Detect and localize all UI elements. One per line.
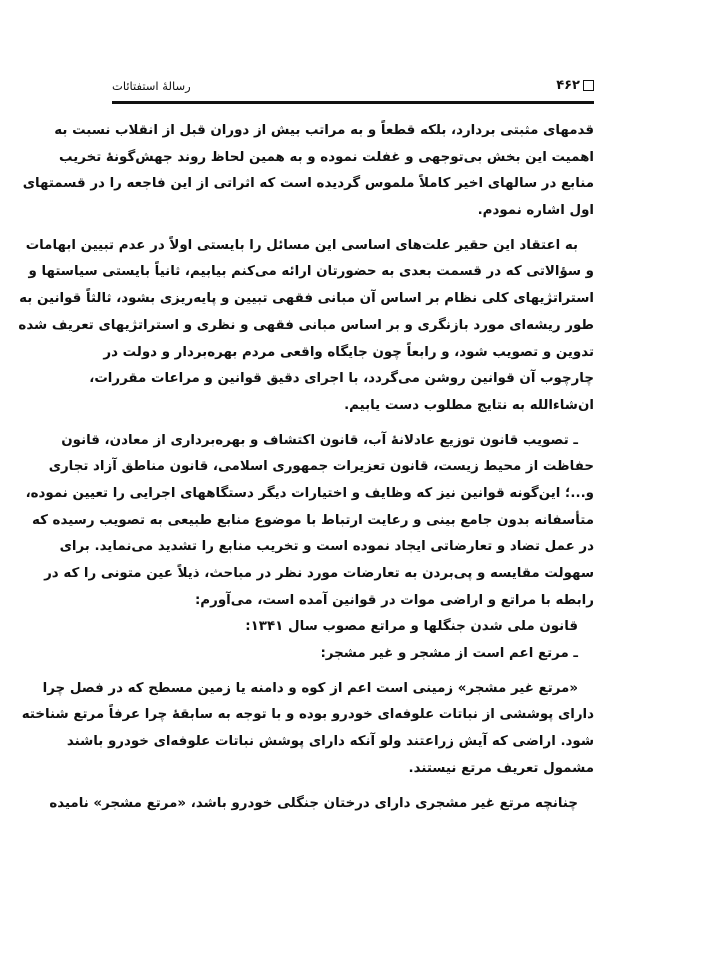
text-line: استراتژیهای کلی نظام بر اساس آن مبانی فقهی تبیین و پایه‌ریزی بشود، ثالثاً قوانین به — [19, 291, 594, 307]
text-line: تدوین و تصویب شود، و رابعاً چون جایگاه واقعی مردم بهره‌بردار و دولت در — [103, 344, 594, 360]
text-line: مشمول تعریف مرتع نیستند. — [408, 760, 594, 776]
text-line: متأسفانه بدون جامع بینی و رعایت ارتباط با موضوع منابع طبیعی به تصویب رسیده که — [31, 512, 594, 528]
text-line: دارای پوششی از نباتات علوفه‌ای خودرو بوده و با توجه به سابقهٔ چرا عرفاً مرتع شناخته — [21, 707, 594, 723]
text-line: ـ مرتع اعم است از مشجر و غیر مشجر: — [320, 646, 578, 662]
text-line: شود. اراضی که آیش زراعتند ولو آنکه دارای پوشش نباتات علوفه‌ای خودرو باشند — [66, 734, 594, 750]
page-header — [112, 78, 594, 98]
text-line: حفاظت از محیط زیست، قانون تعزیرات جمهوری اسلامی، قانون مناطق آزاد تجاری — [48, 459, 594, 475]
text-line: چنانچه مرتع غیر مشجری دارای درختان جنگلی خودرو باشد، «مرتع مشجر» نامیده — [49, 795, 578, 811]
text-line: و...؛ این‌گونه قوانین نیز که وظایف و اختیارات دیگر دستگاههای اجرایی را تعیین نموده، — [25, 485, 594, 501]
page-number — [556, 78, 594, 93]
running-title: رسالهٔ استفتائات — [112, 79, 191, 93]
text-line: قانون ملی شدن جنگلها و مراتع مصوب سال ۱۳۴۱: — [245, 619, 578, 635]
document-body — [18, 118, 594, 817]
page-number-text: ۴۶۲ — [556, 78, 580, 93]
text-line: به اعتقاد این حقیر علت‌های اساسی این مسائل را بایستی اولاً در عدم تبیین ابهامات — [25, 237, 578, 253]
text-line: در عمل تضاد و تعارضاتی ایجاد نموده است و تخریب منابع را تشدید می‌نماید. برای — [59, 539, 594, 555]
text-line: «مرتع غیر مشجر» زمینی است اعم از کوه و دامنه یا زمین مسطح که در فصل چرا — [42, 680, 578, 696]
square-icon — [583, 80, 594, 91]
text-line: منابع در سالهای اخیر کاملاً ملموس گردیده است که اثراتی از این فاجعه را در قسمتهای — [22, 176, 594, 192]
text-line: چارچوب آن قوانین روشن می‌گردد، با اجرای دقیق قوانین و مراعات مقررات، — [89, 371, 594, 387]
text-line: ـ تصویب قانون توزیع عادلانهٔ آب، قانون اکتشاف و بهره‌برداری از معادن، قانون — [61, 432, 578, 448]
text-line: ان‌شاءالله به نتایج مطلوب دست یابیم. — [344, 397, 594, 413]
text-line: طور ریشه‌ای مورد بازنگری و بر اساس مبانی فقهی و نظری و استراتژیهای تعریف شده — [18, 317, 594, 333]
text-line: سهولت مقایسه و پی‌بردن به تعارضات مورد نظر در مباحث، ذیلاً عین متونی را که در — [44, 566, 594, 581]
text-line: و سؤالاتی که در قسمت بعدی به حضورتان ارائه می‌کنم بیابیم، ثانیاً بایستی سیاستها و — [28, 264, 594, 280]
header-rule — [112, 101, 594, 104]
text-line: قدمهای مثبتی بردارد، بلکه قطعاً و به مراتب بیش از دوران قبل از انقلاب نسبت به — [54, 123, 594, 138]
text-line: رابطه با مراتع و اراضی موات در قوانین آمده است، می‌آورم: — [194, 592, 594, 608]
text-line: اهمیت این بخش بی‌توجهی و غفلت نموده و به همین لحاظ روند جهش‌گونهٔ تخریب — [59, 149, 594, 165]
text-line: اول اشاره نمودم. — [477, 203, 594, 219]
